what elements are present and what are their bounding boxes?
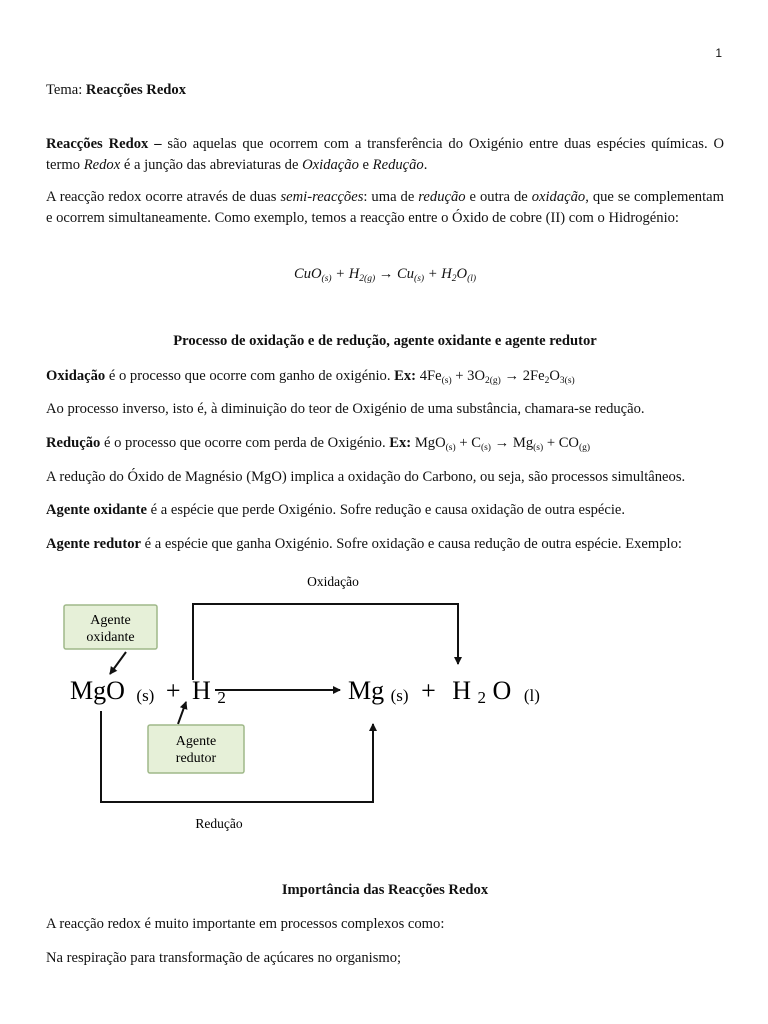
reducao-definition [46,433,724,454]
period: . [423,157,428,173]
reducao-term: Redução [46,435,101,451]
ox-eq-2: + 3O [451,368,485,384]
red-eq-4: + CO [543,435,579,451]
eq-arrow: → [375,266,397,282]
importancia-text: A reacção redox é muito importante em processos complexos como: [46,916,445,932]
tema-label: Tema: [46,82,83,98]
eq-h2o-2: 2 [451,274,457,284]
eq-h2o-state: (l) [467,274,477,284]
agente-oxidante-text: é a espécie que perde Oxigénio. Sofre redução e causa oxidação de outra espécie. [150,502,626,518]
ox-eq-1: 4Fe [419,368,442,384]
redox-italic: Redox [83,157,121,173]
eq-h: H [348,266,360,282]
dg-mgo: MgO [70,676,125,705]
oxidacao-arrow [193,604,458,680]
dg-plus-2: + [421,676,436,705]
oxidante-pointer-arrow [110,652,126,674]
eq-plus: + [331,266,349,282]
red-eq-2s: (s) [480,443,491,453]
eq-h2o-o: O [456,266,468,282]
eq-cu: Cu [397,266,415,282]
dg-mg-state: (s) [390,686,409,705]
section-title-2: Importância das Reacções Redox [281,882,489,898]
processo-inverso-text: Ao processo inverso, isto é, à diminuição do teor de Oxigénio de uma substância, chamara-se redução. [46,401,645,417]
section-title-1: Processo de oxidação e de redução, agente oxidante e agente redutor [173,333,597,349]
page-number: 1 [715,46,722,60]
ox-eq-3: → 2Fe [500,368,545,384]
section-title-processo [46,331,724,352]
dg-plus: + [165,676,181,705]
tema-line [46,80,724,101]
ex-label: Ex: [394,368,417,384]
agente-oxidante-line2: oxidante [86,630,135,645]
ox-eq-2s: 2(g) [485,376,501,386]
dg-mg: Mg [348,676,385,705]
red-eq-4s: (g) [578,443,591,453]
oxidacao-word: oxidação [531,189,586,205]
agente-oxidante-term: Agente oxidante [46,502,147,518]
reducao-word: redução [418,189,466,205]
diagram-mgo [70,676,226,707]
reducao-italic: Redução [372,157,424,173]
ox-eq-3b: O [549,368,560,384]
ex-label-2: Ex: [389,435,412,451]
oxidacao-label: Oxidação [307,574,359,589]
red-eq-3s: (s) [533,443,544,453]
red-eq-1: MgO [414,435,446,451]
dg-h-sub: 2 [217,688,226,707]
mgo-reduction-text: A redução do Óxido de Magnésio (MgO) implica a oxidação do Carbono, ou seja, são processos simultâneos. [46,469,686,485]
reducao-text: é o processo que ocorre com perda de Oxigénio. [103,435,386,451]
agente-redutor-line1: Agente [175,734,217,749]
eq-cuo: CuO [293,266,322,282]
and-word: e [362,157,370,173]
semi-text-1: A reacção redox ocorre através de duas [46,189,277,205]
section-title-importancia [46,880,724,901]
diagram-products [348,676,540,709]
eq-cuo-state: (s) [321,274,332,284]
equation-cuo [46,264,724,285]
agente-redutor-line2: redutor [175,751,217,766]
eq-h2o-h: H [441,266,452,282]
oxidacao-italic: Oxidação [302,157,359,173]
red-eq-1s: (s) [445,443,456,453]
agente-oxidante-line1: Agente [90,613,131,628]
oxidacao-term: Oxidação [46,368,106,384]
redutor-pointer-arrow [178,702,186,724]
oxidacao-text: é o processo que ocorre com ganho de oxigénio. [108,368,391,384]
eq-plus-2: + [424,266,442,282]
oxidacao-definition [46,366,724,387]
dg-h2o-2: 2 [477,688,487,707]
semi-italic: semi-reacções [280,189,364,205]
definition-term: Reacções Redox – [46,136,162,152]
dg-h2o-o: O [492,676,512,705]
semi-text-3: e outra de [469,189,528,205]
dg-h2o-h: H [452,676,472,705]
definition-paragraph [46,134,724,176]
dg-h2o-state: (l) [523,686,540,705]
dg-mgo-state: (s) [136,686,155,705]
ox-eq-3a: 2 [544,376,550,386]
respiracao-text: Na respiração para transformação de açúcares no organismo; [46,950,402,966]
redox-diagram [0,564,768,844]
ox-eq-1s: (s) [441,376,452,386]
semi-text-4: , que se complementam e ocorrem simultaneamente. Como exemplo, temos a reacção entre o Óxido de cobre (II) com o Hidrogénio: [46,189,724,226]
agente-redutor-text: é a espécie que ganha Oxigénio. Sofre oxidação e causa redução de outra espécie. Exemplo: [144,536,682,552]
definition-text: são aquelas que ocorrem com a transferência do Oxigénio entre duas espécies químicas. O termo [46,136,725,173]
agente-redutor-term: Agente redutor [46,536,141,552]
semi-reaccoes-paragraph [46,187,724,229]
definition-text-2: é a junção das abreviaturas de [123,157,299,173]
eq-h2-sub: 2(g) [359,274,376,284]
ox-eq-3c: 3(s) [559,376,575,386]
red-eq-2: + C [455,435,481,451]
agente-oxidante-definition [46,500,724,521]
semi-text-2: : uma de [363,189,415,205]
agente-redutor-definition [46,534,724,555]
red-eq-3: → Mg [490,435,534,451]
reducao-label: Redução [195,816,243,831]
dg-h: H [192,676,211,705]
tema-value: Reacções Redox [85,82,187,98]
eq-cu-state: (s) [414,274,425,284]
